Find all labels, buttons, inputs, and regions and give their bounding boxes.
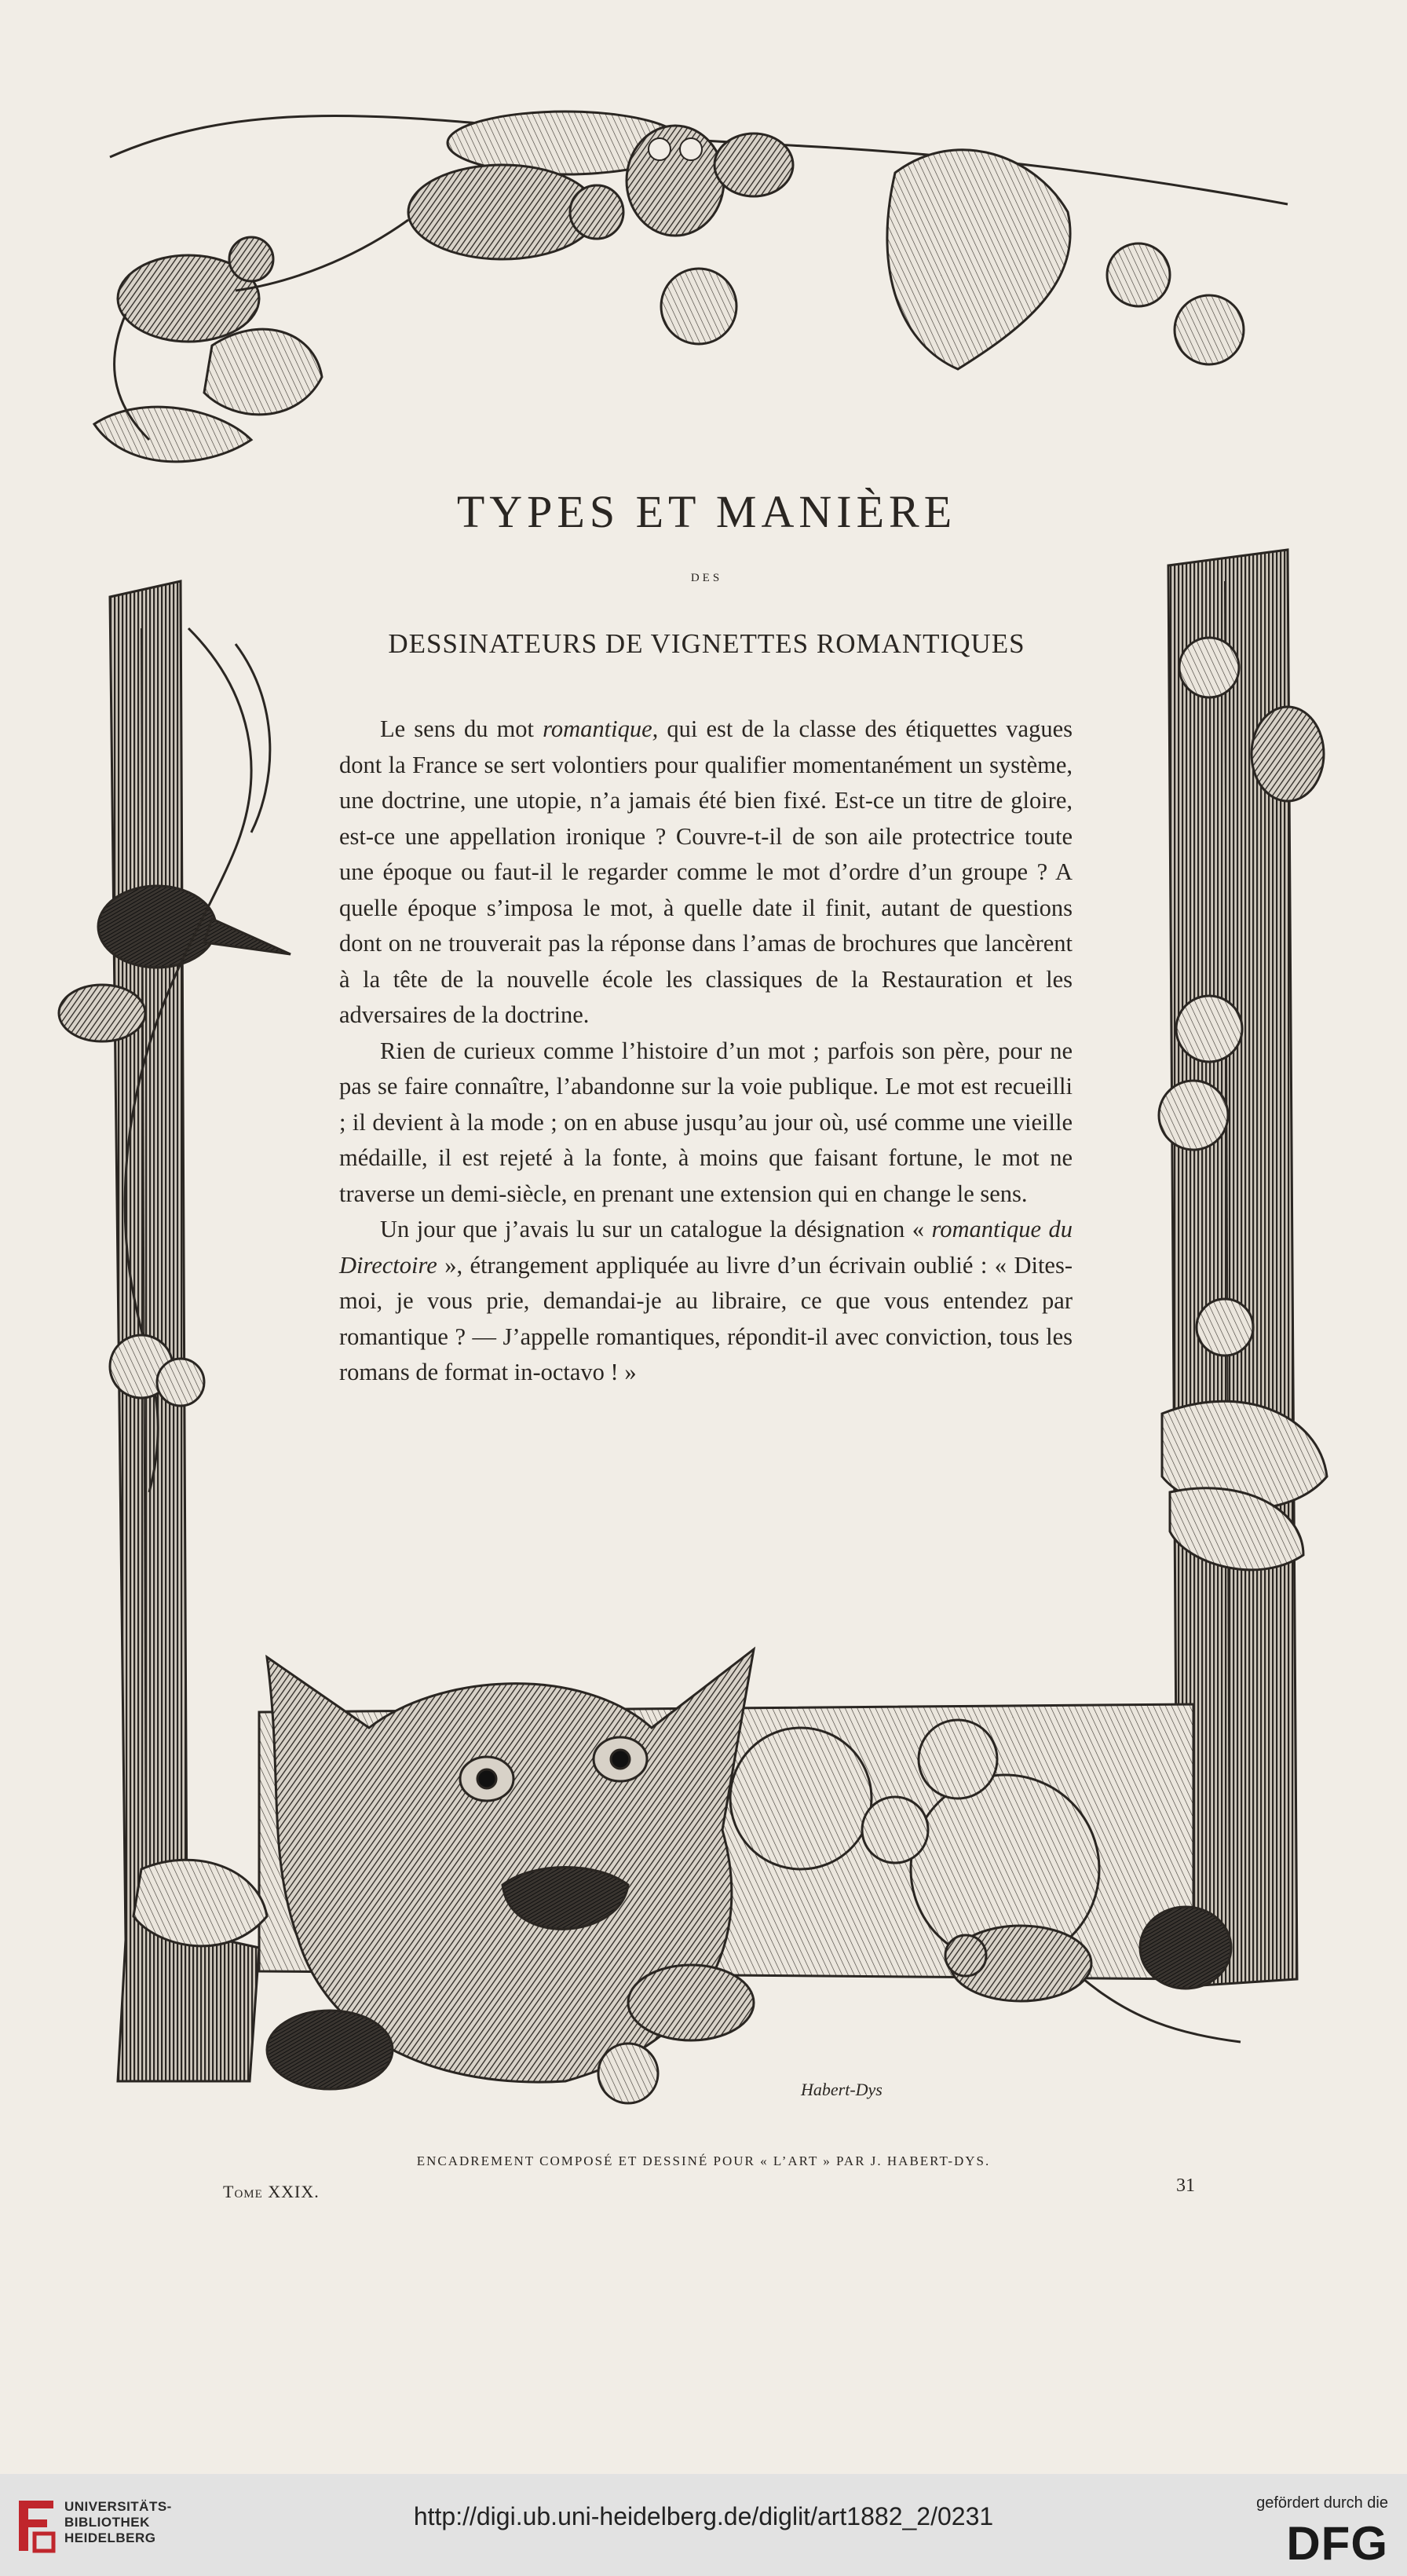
volume-label: Tome XXIX. [223,2182,320,2201]
left-post [110,581,259,2081]
text-run: Le sens du mot [380,715,543,742]
dfg-logo: DFG [1286,2517,1388,2570]
article-body [339,712,1073,1391]
body-paragraph [339,1212,1073,1391]
text-run: qui est de la classe des étiquettes vagues dont la France se sert volontiers pour qualifier momentanément un système, une doctrine, une utopie, n’a jamais été bien fixé. Est-ce un titre de gloire, est-ce une appellation ironique ? Couvre-t-il de son aile protectrice toute une époque ou faut-il le regarder comme le mot d’ordre d’un groupe ? A quelle époque s’imposa le mot, à quelle date il finit, autant de questions dont on ne trouverait pas la réponse dans l’amas de brochures que lancèrent à la tête de la nouvelle école les classiques de la Restauration et les adversaires de la doctrine. [339,715,1073,1028]
mouse-top-center [236,165,623,291]
mouse-top-right [627,126,793,236]
italic-text: romantique du Directoire [339,1216,1073,1279]
illustration-caption: ENCADREMENT COMPOSÉ ET DESSINÉ POUR « L’ART » PAR J. HABERT-DYS. [416,2153,991,2168]
text-run: », étrangement appliquée au livre d’un écrivain oublié : « Dites-moi, je vous prie, demandai-je au libraire, ce que vous entendez par romantique ? — J’appelle romantiques, répondit-il avec conviction, tous les romans de format in-octavo ! » [339,1251,1073,1385]
funding-note: gefördert durch die [1256,2494,1388,2512]
italic-text: romantique, [543,715,659,742]
page-number: 31 [1176,2175,1195,2196]
article-subtitle: DESSINATEURS DE VIGNETTES ROMANTIQUES [388,628,1025,659]
title-connector: DES [690,572,723,584]
artist-signature: Habert-Dys [801,2080,883,2099]
article-title: TYPES ET MANIÈRE [456,486,957,537]
body-paragraph [339,712,1073,1034]
permalink-url[interactable]: http://digi.ub.uni-heidelberg.de/diglit/art1882_2/0231 [413,2502,994,2530]
text-run: Un jour que j’avais lu sur un catalogue la désignation « [380,1216,932,1242]
body-paragraph [339,1034,1073,1213]
text-run: Rien de curieux comme l’histoire d’un mot ; parfois son père, pour ne pas se faire connaître, l’abandonne sur la voie publique. Le mot est recueilli ; il devient à la mode ; on en abuse jusqu’au jour où, usé comme une vieille médaille, il est rejeté à la fonte, à moins que faisant fortune, le mot ne traverse un demi-siècle, en prenant une extension qui en change le sens. [339,1037,1073,1207]
cat-illustration [267,1649,754,2089]
library-name: UNIVERSITÄTS- BIBLIOTHEK HEIDELBERG [64,2499,172,2545]
